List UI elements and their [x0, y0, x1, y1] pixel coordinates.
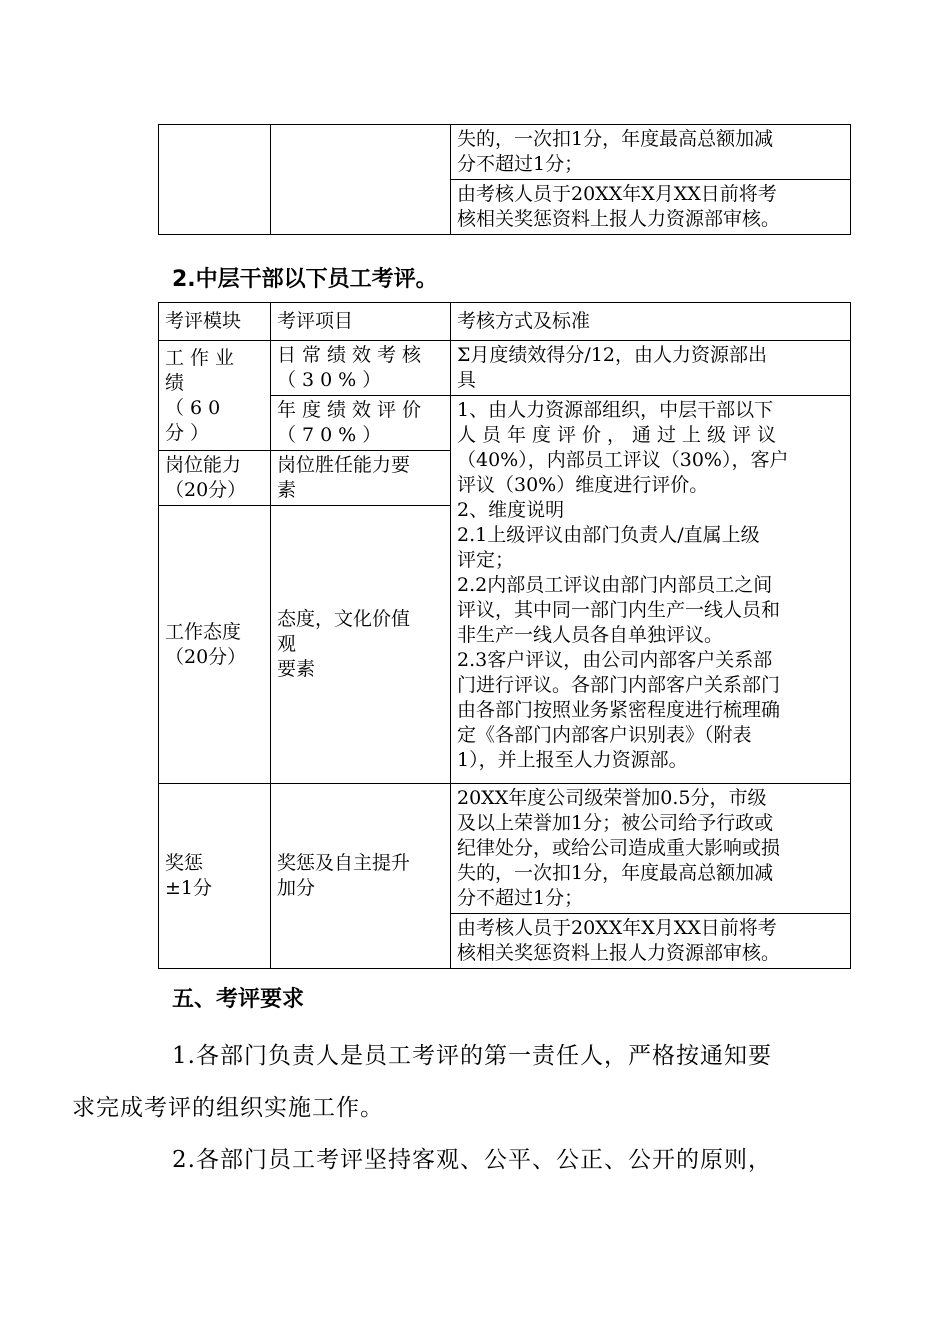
header-module: 考评模块 — [159, 303, 271, 341]
header-standard: 考核方式及标准 — [451, 303, 851, 341]
header-item: 考评项目 — [271, 303, 451, 341]
section-heading: 2.中层干部以下员工考评。 — [172, 267, 438, 292]
empty-module-cell — [159, 125, 271, 235]
standard-reward-penalty: 20XX年度公司级荣誉加0.5分，市级 及以上荣誉加1分；被公司给予行政或 纪律处分，或给公司造成重大影响或损 失的，一次扣1分，年度最高总额加减 分不超过1分； — [451, 784, 851, 914]
continued-table — [158, 124, 851, 235]
standard-report-deadline: 由考核人员于20XX年X月XX日前将考 核相关奖惩资料上报人力资源部审核。 — [451, 914, 851, 969]
standard-shared-evaluation: 1、由人力资源部组织，中层干部以下 人员年度评价，通过上级评议 （40%），内部员工评议（30%），客户 评议（30%）维度进行评价。 2、维度说明 2.1上级评议由部门负责人/直属上级 评定； 2.2内部员工评议由部门内部员工之间 评议，其中同一部门内生产一线人员和 非生产一线人员各自单独评议。 2.3客户评议，由公司内部客户关系部 门进行评议。各部门内部客户关系部门 由各部门按照业务紧密程度进行梳理确 定《各部门内部客户识别表》（附表 1），并上报至人力资源部。 — [451, 396, 851, 784]
module-position-ability: 岗位能力 （20分） — [159, 451, 271, 506]
penalty-text-cell: 失的，一次扣1分，年度最高总额加减 分不超过1分； — [451, 125, 851, 180]
item-reward-penalty: 奖惩及自主提升 加分 — [271, 784, 451, 969]
item-position-competence: 岗位胜任能力要 素 — [271, 451, 451, 506]
evaluation-table — [158, 302, 851, 969]
item-attitude-culture: 态度，文化价值 观 要素 — [271, 506, 451, 784]
module-reward-penalty: 奖惩 ±1分 — [159, 784, 271, 969]
requirement-paragraph-1: 1.各部门负责人是员工考评的第一责任人，严格按通知要 求完成考评的组织实施工作。 — [72, 1043, 772, 1121]
section5-heading: 五、考评要求 — [172, 987, 305, 1012]
report-deadline-cell: 由考核人员于20XX年X月XX日前将考 核相关奖惩资料上报人力资源部审核。 — [451, 180, 851, 235]
empty-item-cell — [271, 125, 451, 235]
module-work-attitude: 工作态度 （20分） — [159, 506, 271, 784]
module-work-performance: 工作业绩 （60分） — [159, 341, 271, 451]
item-annual-evaluation: 年度绩效评价 （70%） — [271, 396, 451, 451]
item-daily-performance: 日常绩效考核 （30%） — [271, 341, 451, 396]
standard-daily-performance: Σ月度绩效得分/12，由人力资源部出 具 — [451, 341, 851, 396]
requirement-paragraph-2: 2.各部门员工考评坚持客观、公平、公正、公开的原则， — [172, 1147, 772, 1173]
